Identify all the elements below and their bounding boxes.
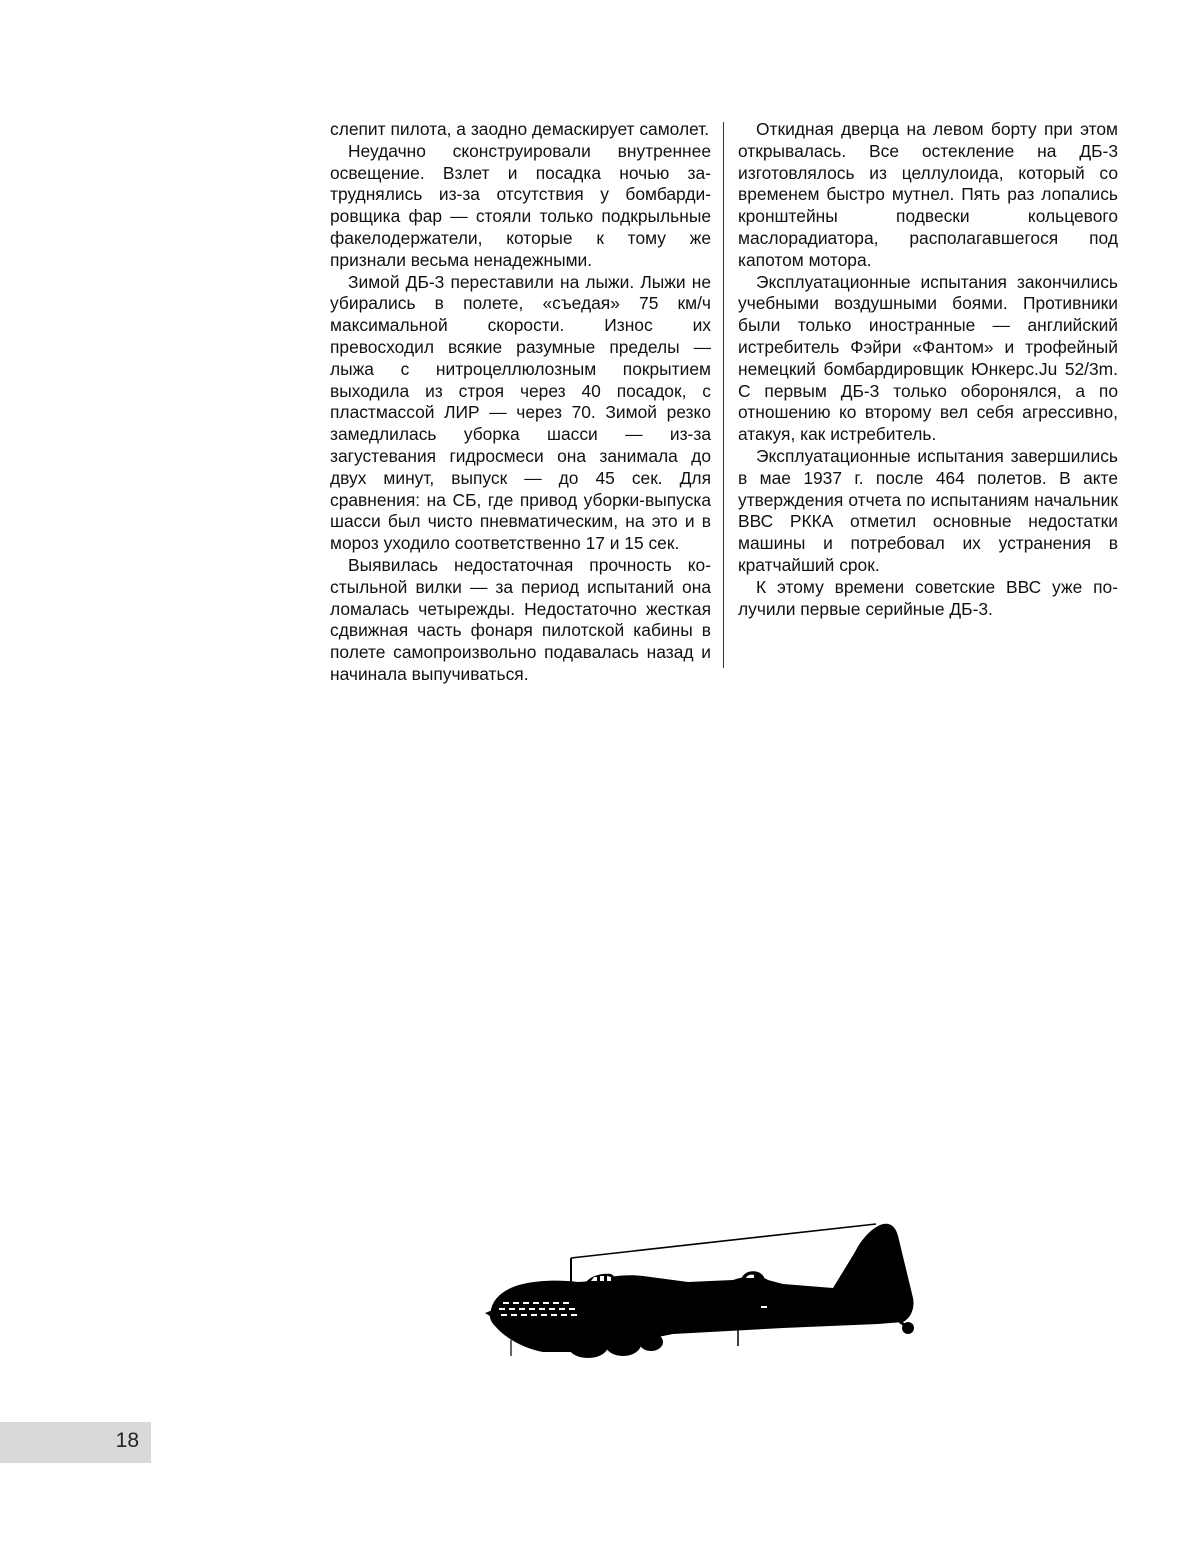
paragraph: Эксплуатационные испытания закончились учебными воздушными боями. Противники были только иностранные — английский истребитель Фэйри «Фантом» и трофейный немецкий бомбардировщик Юнкерс.Ju 52/3m. С первым ДБ-3 только оборонялся, а по отношению ко второму вел себя агрессивно, атакуя, как истребитель. bbox=[738, 271, 1118, 445]
paragraph: Зимой ДБ-3 переставили на лыжи. Лыжи не убирались в полете, «съедая» 75 км/ч максимальной скорости. Износ их превосходил всякие разумные пределы — лыжа с нитроцеллюлозным покрытием выходила из строя через 40 посадок, с пластмассой ЛИР — через 70. Зимой резко замедлилась уборка шасси — из-за загустевания гидросмеси она занимала до двух минут, выпуск — до 45 сек. Для сравнения: на СБ, где привод уборки-выпуска шасси был чисто пневматическим, на это и в мороз уходило соответственно 17 и 15 сек. bbox=[330, 271, 711, 554]
column-divider bbox=[723, 122, 724, 668]
paragraph: Выявилась недостаточная прочность костыльной вилки — за период испытаний она ломалась четырежды. Недостаточно жесткая сдвижная часть фонаря пилотской кабины в полете самопроизвольно подавалась назад и начинала выпучиваться. bbox=[330, 554, 711, 684]
page-number: 18 bbox=[115, 1429, 139, 1452]
paragraph: Неудачно сконструировали внутреннее освещение. Взлет и посадка ночью затруднялись из-за отсутствия у бомбардировщика фар — стояли только подкрыльные факелодержатели, которые к тому же признали весьма ненадежными. bbox=[330, 140, 711, 270]
page-number-box bbox=[0, 1422, 151, 1463]
bomber-silhouette-image bbox=[483, 1218, 933, 1363]
paragraph: слепит пилота, а заодно демаскирует самолет. bbox=[330, 119, 710, 139]
paragraph: Откидная дверца на левом борту при этом открывалась. Все остекление на ДБ-3 изготовлялось из целлулоида, который со временем быстро мутнел. Пять раз лопались кронштейны подвески кольцевого маслорадиатора, располагавшегося под капотом мотора. bbox=[738, 119, 1118, 270]
paragraph: К этому времени советские ВВС уже получили первые серийные ДБ-3. bbox=[738, 576, 1118, 619]
paragraph: Эксплуатационные испытания завершились в мае 1937 г. после 464 полетов. В акте утверждения отчета по испытаниям начальник ВВС РККА отметил основные недостатки машины и потребовал их устранения в кратчайший срок. bbox=[738, 445, 1118, 575]
text-column-right bbox=[738, 119, 1118, 620]
text-column-left bbox=[330, 119, 711, 686]
